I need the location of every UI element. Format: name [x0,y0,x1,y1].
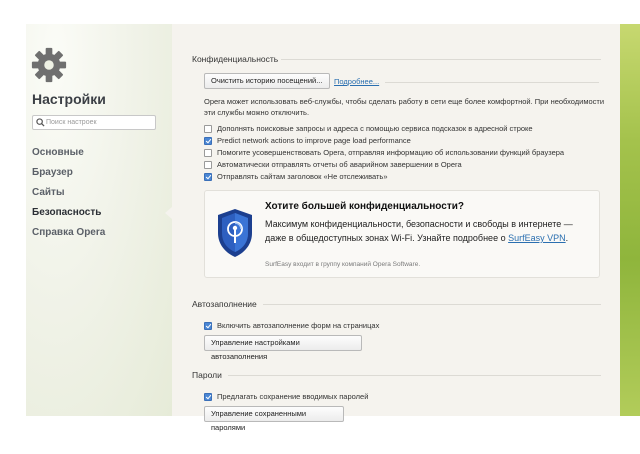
option-do-not-track[interactable] [204,171,388,182]
vpn-description: Максимум конфиденциальности, безопасности и свободы в интернете — даже в общедоступных зонах Wi-Fi. Узнайте подробнее о [265,219,573,243]
option-crash-reports[interactable] [204,159,462,170]
option-search-suggestions[interactable] [204,123,533,134]
search-icon [36,118,45,127]
manage-autofill-button[interactable]: Управление настройками автозаполнения [204,335,362,351]
vpn-text [265,217,595,245]
divider [228,375,601,376]
sidebar-item-security[interactable]: Безопасность [32,203,172,223]
divider [281,59,601,60]
option-predict-network[interactable] [204,135,411,146]
privacy-heading: Конфиденциальность [192,54,279,64]
vpn-title: Хотите большей конфиденциальности? [265,201,464,212]
option-label: Предлагать сохранение вводимых паролей [217,392,369,401]
checkbox[interactable] [204,173,212,181]
background-strip [620,24,640,416]
shield-icon [215,207,255,259]
passwords-heading: Пароли [192,370,222,380]
checkbox[interactable] [204,137,212,145]
privacy-description: Opera может использовать веб-службы, чтобы сделать работу в сети еще более комфортной. При необходимости эти службы можно отключить. [204,97,605,117]
option-label: Помогите усовершенствовать Opera, отправляя информацию об использовании функций браузера [217,148,565,157]
sidebar-nav [32,143,172,243]
option-label: Автоматически отправлять отчеты об аварийном завершении в Opera [217,160,462,169]
checkbox[interactable] [204,149,212,157]
divider [263,304,601,305]
option-label: Отправлять сайтам заголовок «Не отслеживать» [217,172,388,181]
option-save-passwords[interactable] [204,391,368,402]
sidebar-item-sites[interactable]: Сайты [32,187,65,198]
search-input[interactable] [46,116,154,129]
sidebar [26,24,172,416]
settings-content [172,24,620,432]
option-label: Дополнять поисковые запросы и адреса с помощью сервиса подсказок в адресной строке [217,124,533,133]
sidebar-item-basic[interactable]: Основные [32,147,84,158]
settings-title: Настройки [32,91,106,107]
checkbox[interactable] [204,125,212,133]
option-usage-stats[interactable] [204,147,564,158]
checkbox[interactable] [204,322,212,330]
sidebar-item-help[interactable]: Справка Opera [32,227,106,238]
autofill-heading: Автозаполнение [192,299,257,309]
option-autofill[interactable] [204,320,379,331]
surfeasy-link[interactable]: SurfEasy VPN [508,233,566,243]
gear-icon [30,46,68,84]
settings-window [26,24,640,432]
divider [385,82,599,83]
search-box[interactable] [32,115,156,130]
vpn-note: SurfEasy входит в группу компаний Opera Software. [265,261,421,268]
manage-passwords-button[interactable]: Управление сохраненными паролями [204,406,344,422]
sidebar-item-browser[interactable]: Браузер [32,167,73,178]
checkbox[interactable] [204,393,212,401]
checkbox[interactable] [204,161,212,169]
option-label: Predict network actions to improve page load performance [217,136,411,145]
option-label: Включить автозаполнение форм на страницах [217,321,380,330]
vpn-text-end: . [565,233,569,243]
clear-history-button[interactable]: Очистить историю посещений... [204,73,330,89]
vpn-promo [204,190,600,278]
more-link[interactable]: Подробнее... [334,77,380,86]
